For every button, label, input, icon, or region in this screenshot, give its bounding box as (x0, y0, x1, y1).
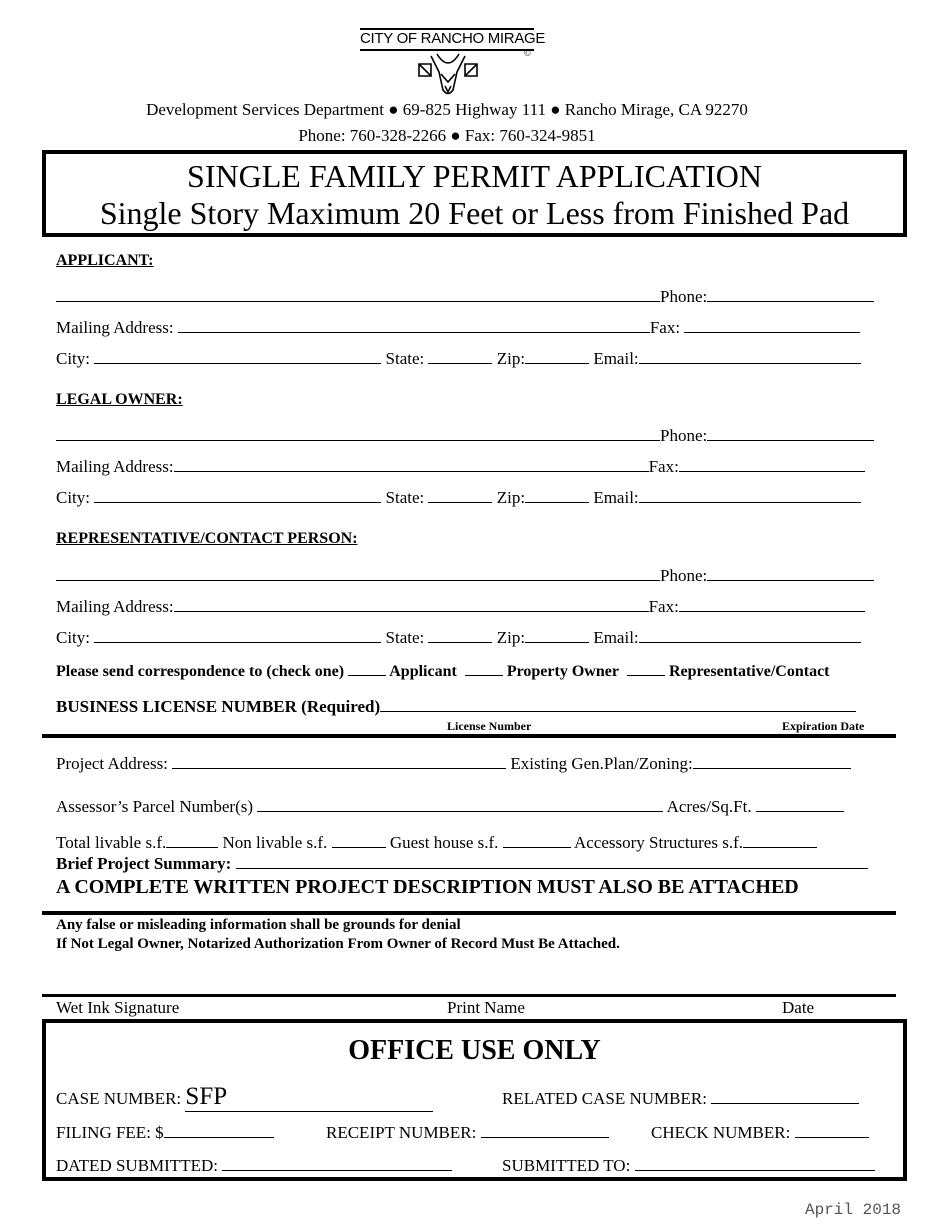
applicant-zip-field[interactable] (525, 349, 589, 364)
ram-head-logo-icon (415, 52, 481, 98)
square-footage-row (56, 833, 817, 853)
project-address-label: Project Address: (56, 754, 168, 773)
rep-email-field[interactable] (639, 628, 861, 643)
applicant-mailing-label: Mailing Address: (56, 318, 174, 337)
non-livable-label: Non livable s.f. (222, 833, 328, 852)
applicant-city-label: City: (56, 349, 91, 368)
acres-field[interactable] (756, 797, 844, 812)
case-number-row (56, 1083, 433, 1112)
owner-fax-label: Fax: (648, 457, 679, 476)
signature-label: Wet Ink Signature (56, 998, 180, 1017)
owner-phone-label: Phone: (660, 426, 708, 445)
owner-zip-field[interactable] (525, 488, 589, 503)
owner-city-row (56, 488, 861, 508)
owner-name-row (56, 426, 874, 446)
owner-mailing-label: Mailing Address: (56, 457, 174, 476)
applicant-name-field[interactable] (56, 287, 660, 302)
office-use-box (42, 1019, 907, 1181)
submitted-to-label: SUBMITTED TO: (502, 1156, 631, 1175)
owner-fax-field[interactable] (679, 457, 865, 472)
case-number-prefix: SFP (185, 1083, 228, 1110)
check-applicant[interactable] (348, 663, 386, 676)
case-number-label: CASE NUMBER: (56, 1089, 182, 1108)
rep-city-row (56, 628, 861, 648)
divider-1 (42, 734, 896, 738)
zoning-field[interactable] (693, 754, 851, 769)
accessory-field[interactable] (743, 833, 817, 848)
rep-mailing-row (56, 597, 865, 617)
rep-email-label: Email: (593, 628, 639, 647)
related-case-label: RELATED CASE NUMBER: (502, 1089, 707, 1108)
summary-row (56, 854, 868, 874)
receipt-row (326, 1123, 609, 1143)
zoning-label: Existing Gen.Plan/Zoning: (510, 754, 693, 773)
dated-submitted-field[interactable] (222, 1156, 452, 1171)
check-representative[interactable] (627, 663, 665, 676)
applicant-state-label: State: (385, 349, 425, 368)
applicant-zip-label: Zip: (496, 349, 526, 368)
rep-name-field[interactable] (56, 566, 660, 581)
rep-fax-label: Fax: (648, 597, 679, 616)
rep-mailing-field[interactable] (174, 597, 649, 612)
dated-submitted-label: DATED SUBMITTED: (56, 1156, 218, 1175)
page-title: SINGLE FAMILY PERMIT APPLICATION (187, 158, 762, 194)
signature-line[interactable] (42, 994, 896, 997)
project-address-row (56, 754, 851, 774)
applicant-mailing-row (56, 318, 860, 338)
rep-city-field[interactable] (94, 628, 381, 643)
non-livable-field[interactable] (332, 833, 386, 848)
owner-phone-field[interactable] (707, 426, 874, 441)
applicant-email-field[interactable] (639, 349, 861, 364)
check-number-field[interactable] (795, 1123, 869, 1138)
rep-fax-field[interactable] (679, 597, 865, 612)
owner-city-field[interactable] (94, 488, 381, 503)
check-number-row (651, 1123, 869, 1143)
rep-mailing-label: Mailing Address: (56, 597, 174, 616)
owner-name-field[interactable] (56, 426, 660, 441)
business-license-row (56, 697, 856, 717)
owner-state-label: State: (385, 488, 425, 507)
related-case-row (502, 1089, 859, 1109)
total-livable-field[interactable] (166, 833, 218, 848)
owner-mailing-field[interactable] (174, 457, 649, 472)
receipt-label: RECEIPT NUMBER: (326, 1123, 477, 1142)
owner-email-label: Email: (593, 488, 639, 507)
applicant-city-row (56, 349, 861, 369)
owner-email-field[interactable] (639, 488, 861, 503)
warning-line-2: If Not Legal Owner, Notarized Authorization From Owner of Record Must Be Attached. (56, 936, 620, 952)
applicant-name-row (56, 287, 874, 307)
owner-zip-label: Zip: (496, 488, 526, 507)
logo-mark: © (524, 48, 531, 58)
guest-house-label: Guest house s.f. (389, 833, 499, 852)
applicant-fax-label: Fax: (649, 318, 681, 337)
total-livable-label: Total livable s.f. (56, 833, 167, 852)
office-use-title: OFFICE USE ONLY (348, 1035, 601, 1066)
applicant-phone-field[interactable] (707, 287, 874, 302)
department-address: Development Services Department ● 69-825 Highway 111 ● Rancho Mirage, CA 92270 (146, 100, 748, 119)
logo-text: CITY OF RANCHO MIRAGE (360, 30, 546, 47)
receipt-field[interactable] (481, 1123, 609, 1138)
divider-2 (42, 911, 896, 915)
footer-date: April 2018 (805, 1201, 902, 1219)
correspondence-prompt: Please send correspondence to (check one) (56, 663, 345, 680)
submitted-to-row (502, 1156, 875, 1176)
attach-description-note: A COMPLETE WRITTEN PROJECT DESCRIPTION MUST ALSO BE ATTACHED (56, 876, 799, 898)
parcel-row (56, 797, 844, 817)
check-property-owner[interactable] (465, 663, 503, 676)
submitted-to-field[interactable] (635, 1156, 875, 1171)
guest-house-field[interactable] (503, 833, 571, 848)
warning-line-1: Any false or misleading information shall be grounds for denial (56, 917, 461, 933)
rep-zip-label: Zip: (496, 628, 526, 647)
owner-city-label: City: (56, 488, 91, 507)
option-applicant-label: Applicant (389, 663, 457, 680)
case-number-field[interactable] (185, 1083, 433, 1112)
business-license-label: BUSINESS LICENSE NUMBER (Required) (56, 697, 381, 716)
dated-submitted-row (56, 1156, 452, 1176)
summary-field[interactable] (236, 854, 868, 869)
rep-state-field[interactable] (428, 628, 492, 643)
filing-fee-label: FILING FEE: $ (56, 1123, 164, 1142)
filing-fee-field[interactable] (164, 1123, 274, 1138)
acres-label: Acres/Sq.Ft. (666, 797, 752, 816)
rep-name-row (56, 566, 874, 586)
related-case-field[interactable] (711, 1089, 859, 1104)
summary-label: Brief Project Summary: (56, 854, 232, 873)
rep-phone-field[interactable] (707, 566, 874, 581)
rep-city-label: City: (56, 628, 91, 647)
option-rep-label: Representative/Contact (668, 663, 830, 680)
option-owner-label: Property Owner (506, 663, 619, 680)
license-number-caption: License Number (447, 719, 532, 733)
filing-fee-row (56, 1123, 274, 1143)
expiration-date-caption: Expiration Date (782, 719, 865, 733)
applicant-fax-field[interactable] (684, 318, 860, 333)
section-applicant: APPLICANT: (56, 252, 154, 269)
department-phone: Phone: 760-328-2266 ● Fax: 760-324-9851 (298, 126, 596, 145)
owner-state-field[interactable] (428, 488, 492, 503)
print-name-label: Print Name (447, 998, 525, 1017)
rep-zip-field[interactable] (525, 628, 589, 643)
check-number-label: CHECK NUMBER: (651, 1123, 791, 1142)
accessory-label: Accessory Structures s.f. (573, 833, 743, 852)
applicant-email-label: Email: (593, 349, 639, 368)
section-representative: REPRESENTATIVE/CONTACT PERSON: (56, 530, 358, 547)
section-legal-owner: LEGAL OWNER: (56, 391, 183, 408)
date-label: Date (782, 998, 815, 1017)
applicant-mailing-field[interactable] (178, 318, 650, 333)
applicant-state-field[interactable] (428, 349, 492, 364)
correspondence-row (56, 663, 830, 681)
business-license-field[interactable] (380, 697, 856, 712)
project-address-field[interactable] (172, 754, 506, 769)
page-subtitle: Single Story Maximum 20 Feet or Less from Finished Pad (99, 195, 850, 231)
rep-phone-label: Phone: (660, 566, 708, 585)
parcel-field[interactable] (257, 797, 663, 812)
owner-mailing-row (56, 457, 865, 477)
rep-state-label: State: (385, 628, 425, 647)
applicant-city-field[interactable] (94, 349, 381, 364)
parcel-label: Assessor’s Parcel Number(s) (56, 797, 254, 816)
city-logo (355, 24, 546, 100)
applicant-phone-label: Phone: (660, 287, 708, 306)
title-box (42, 150, 907, 237)
